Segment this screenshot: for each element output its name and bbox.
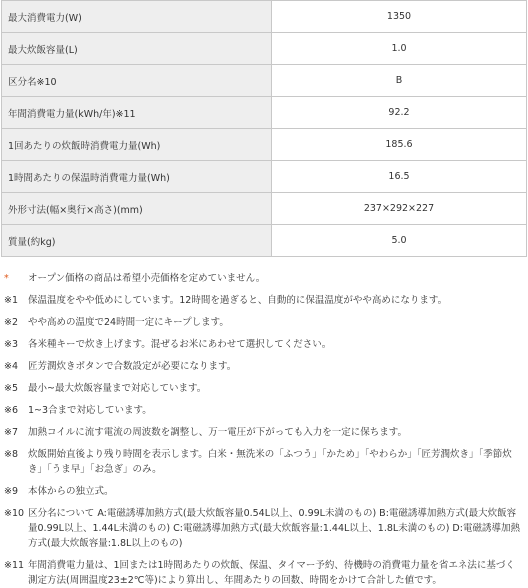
spec-value: 237×292×227 xyxy=(272,193,527,225)
footnote-text: 区分名について A:電磁誘導加熱方式(最大炊飯容量0.54L以上、0.99L未満のもの) B:電磁誘導加熱方式(最大炊飯容量0.99L以上、1.44L未満のもの) C:電磁誘導加熱方式(最大炊飯容量:1.44L以上、1.8L未満のもの) D:電磁誘導加熱方式(最大炊飯容量:1.8L以上のもの) xyxy=(28,508,520,549)
footnote-text: 炊飯開始直後より残り時間を表示します。白米・無洗米の「ふつう」「かため」「やわらか」「匠芳潤炊き」「季節炊き」「うま早」「お急ぎ」のみ。 xyxy=(28,449,512,475)
footnote-mark: ※6 xyxy=(4,405,19,416)
spec-label: 外形寸法(幅×奥行×高さ)(mm) xyxy=(2,193,272,225)
footnote xyxy=(0,447,528,477)
spec-label: 1回あたりの炊飯時消費電力量(Wh) xyxy=(2,129,272,161)
footnote-text: 本体からの独立式。 xyxy=(28,486,114,497)
spec-value: 185.6 xyxy=(272,129,527,161)
footnote-text: 最小~最大炊飯容量まで対応しています。 xyxy=(28,383,207,394)
footnote-text: 保温温度をやや低めにしています。12時間を過ぎると、自動的に保温温度がやや高めになります。 xyxy=(28,295,448,306)
footnotes xyxy=(0,271,528,588)
footnote-text: オープン価格の商品は希望小売価格を定めていません。 xyxy=(28,273,266,284)
spec-label: 区分名※10 xyxy=(2,65,272,97)
footnote-mark: ※11 xyxy=(4,560,25,571)
spec-label: 年間消費電力量(kWh/年)※11 xyxy=(2,97,272,129)
spec-value: 5.0 xyxy=(272,225,527,257)
footnote xyxy=(0,337,528,352)
footnote-mark: ※4 xyxy=(4,361,19,372)
spec-row xyxy=(2,129,527,161)
spec-row xyxy=(2,225,527,257)
footnote-text: 加熱コイルに流す電流の周波数を調整し、万一電圧が下がっても入力を一定に保ちます。 xyxy=(28,427,407,438)
spec-value: B xyxy=(272,65,527,97)
spec-value: 92.2 xyxy=(272,97,527,129)
footnote xyxy=(0,506,528,551)
spec-table-body xyxy=(2,1,527,257)
footnote-mark: ※5 xyxy=(4,383,19,394)
spec-value: 16.5 xyxy=(272,161,527,193)
footnote-text: 匠芳潤炊きボタンで合数設定が必要になります。 xyxy=(28,361,237,372)
footnote xyxy=(0,315,528,330)
footnote-mark: * xyxy=(4,273,9,284)
footnote-text: 年間消費電力量は、1回または1時間あたりの炊飯、保温、タイマー予約、待機時の消費電力量を省エネ法に基づく測定方法(周囲温度23±2℃等)により算出し、年間あたりの回数、時間をかけて合計した値です。 xyxy=(28,560,515,586)
footnote xyxy=(0,403,528,418)
spec-label: 最大炊飯容量(L) xyxy=(2,33,272,65)
spec-row xyxy=(2,161,527,193)
spec-label: 最大消費電力(W) xyxy=(2,1,272,33)
footnote-mark: ※1 xyxy=(4,295,19,306)
spec-value: 1.0 xyxy=(272,33,527,65)
spec-table xyxy=(1,0,527,257)
footnote-mark: ※7 xyxy=(4,427,19,438)
footnote xyxy=(0,293,528,308)
spec-row xyxy=(2,97,527,129)
footnote-mark: ※2 xyxy=(4,317,19,328)
footnote-mark: ※9 xyxy=(4,486,19,497)
spec-row xyxy=(2,33,527,65)
footnote-mark: ※10 xyxy=(4,508,25,519)
footnote xyxy=(0,558,528,588)
footnote xyxy=(0,271,528,286)
spec-row xyxy=(2,1,527,33)
footnote xyxy=(0,359,528,374)
spec-row xyxy=(2,65,527,97)
footnote-text: 各米種キーで炊き上げます。混ぜるお米にあわせて選択してください。 xyxy=(28,339,332,350)
spec-label: 質量(約kg) xyxy=(2,225,272,257)
footnote-text: やや高めの温度で24時間一定にキープします。 xyxy=(28,317,229,328)
footnote xyxy=(0,381,528,396)
footnote-mark: ※3 xyxy=(4,339,19,350)
footnote-text: 1~3合まで対応しています。 xyxy=(28,405,152,416)
footnote-mark: ※8 xyxy=(4,449,19,460)
footnote xyxy=(0,425,528,440)
spec-value: 1350 xyxy=(272,1,527,33)
footnote xyxy=(0,484,528,499)
spec-row xyxy=(2,193,527,225)
spec-label: 1時間あたりの保温時消費電力量(Wh) xyxy=(2,161,272,193)
